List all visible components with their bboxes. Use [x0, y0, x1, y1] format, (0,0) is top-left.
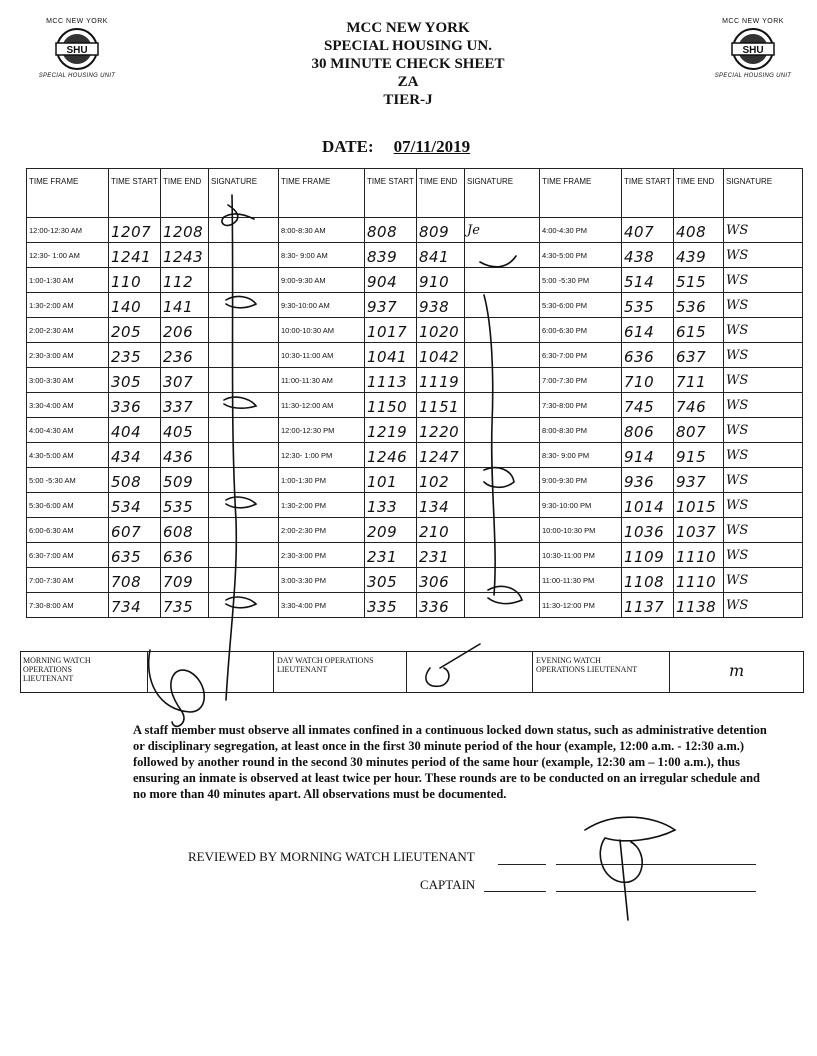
time-start-cell: 1150 — [365, 393, 417, 418]
time-frame-cell: 8:00-8:30 AM — [279, 218, 365, 243]
time-start-cell: 231 — [365, 543, 417, 568]
time-start-cell: 209 — [365, 518, 417, 543]
signature-cell — [209, 493, 279, 518]
time-end-cell: 210 — [417, 518, 465, 543]
signature-cell: WS — [724, 543, 803, 568]
time-frame-cell: 4:30-5:00 PM — [540, 243, 622, 268]
time-frame-cell: 4:00-4:30 PM — [540, 218, 622, 243]
time-start-cell: 1017 — [365, 318, 417, 343]
signature-cell: WS — [724, 518, 803, 543]
time-end-cell: 1208 — [161, 218, 209, 243]
signature-line — [556, 891, 756, 892]
time-frame-cell: 9:30-10:00 PM — [540, 493, 622, 518]
time-frame-cell: 6:00-6:30 AM — [27, 518, 109, 543]
table-row — [27, 418, 803, 443]
time-start-cell: 305 — [365, 568, 417, 593]
time-frame-cell: 10:00-10:30 PM — [540, 518, 622, 543]
table-row — [27, 443, 803, 468]
signature-cell — [209, 543, 279, 568]
time-frame-cell: 7:30-8:00 AM — [27, 593, 109, 618]
time-start-cell: 335 — [365, 593, 417, 618]
signature-cell: WS — [724, 343, 803, 368]
time-start-cell: 808 — [365, 218, 417, 243]
header-line-5: TIER-J — [383, 92, 433, 108]
signature-cell — [465, 393, 540, 418]
time-end-cell: 231 — [417, 543, 465, 568]
captain-signature — [585, 817, 675, 920]
time-start-cell: 534 — [109, 493, 161, 518]
table-row — [27, 318, 803, 343]
time-frame-cell: 1:30-2:00 PM — [279, 493, 365, 518]
time-start-cell: 438 — [622, 243, 674, 268]
time-frame-cell: 4:00-4:30 AM — [27, 418, 109, 443]
time-frame-cell: 2:00-2:30 PM — [279, 518, 365, 543]
reviewed-by-label: REVIEWED BY MORNING WATCH LIEUTENANT — [188, 849, 475, 864]
signature-cell — [209, 293, 279, 318]
time-end-cell: 1015 — [674, 493, 724, 518]
time-end-cell: 337 — [161, 393, 209, 418]
time-start-cell: 1041 — [365, 343, 417, 368]
time-end-cell: 536 — [674, 293, 724, 318]
time-frame-cell: 8:30- 9:00 AM — [279, 243, 365, 268]
time-frame-cell: 2:30-3:00 AM — [27, 343, 109, 368]
header-line-2: SPECIAL HOUSING UN. — [324, 38, 492, 54]
time-end-cell: 439 — [674, 243, 724, 268]
time-end-cell: 102 — [417, 468, 465, 493]
time-end-cell: 1037 — [674, 518, 724, 543]
time-start-cell: 133 — [365, 493, 417, 518]
time-frame-cell: 9:30-10:00 AM — [279, 293, 365, 318]
time-end-cell: 1119 — [417, 368, 465, 393]
time-end-cell: 1042 — [417, 343, 465, 368]
time-end-cell: 637 — [674, 343, 724, 368]
signature-cell — [465, 518, 540, 543]
time-start-cell: 1109 — [622, 543, 674, 568]
time-frame-cell: 4:30-5:00 AM — [27, 443, 109, 468]
time-frame-cell: 1:00-1:30 AM — [27, 268, 109, 293]
time-start-cell: 407 — [622, 218, 674, 243]
logo-bottom-text: SPECIAL HOUSING UNIT — [714, 73, 792, 79]
signature-cell — [465, 568, 540, 593]
signature-line — [484, 891, 546, 892]
time-frame-cell: 2:00-2:30 AM — [27, 318, 109, 343]
signature-cell — [465, 368, 540, 393]
signature-cell — [209, 268, 279, 293]
time-end-cell: 807 — [674, 418, 724, 443]
time-frame-cell: 6:30-7:00 PM — [540, 343, 622, 368]
signature-cell: WS — [724, 243, 803, 268]
time-start-cell: 937 — [365, 293, 417, 318]
time-start-cell: 434 — [109, 443, 161, 468]
signature-cell: WS — [724, 368, 803, 393]
time-frame-cell: 3:30-4:00 AM — [27, 393, 109, 418]
time-frame-cell: 10:30-11:00 AM — [279, 343, 365, 368]
time-end-cell: 709 — [161, 568, 209, 593]
column-header: TIME END — [161, 169, 209, 218]
table-row — [27, 218, 803, 243]
time-end-cell: 1138 — [674, 593, 724, 618]
signature-cell — [465, 493, 540, 518]
time-end-cell: 1110 — [674, 543, 724, 568]
time-frame-cell: 7:00-7:30 AM — [27, 568, 109, 593]
time-frame-cell: 5:00 -5:30 AM — [27, 468, 109, 493]
header-line-3: 30 MINUTE CHECK SHEET — [311, 56, 505, 72]
time-end-cell: 509 — [161, 468, 209, 493]
table-row — [27, 593, 803, 618]
signature-cell — [465, 293, 540, 318]
signature-cell: WS — [724, 593, 803, 618]
column-header: TIME FRAME — [279, 169, 365, 218]
time-start-cell: 1036 — [622, 518, 674, 543]
time-frame-cell: 6:00-6:30 PM — [540, 318, 622, 343]
table-row — [27, 468, 803, 493]
time-end-cell: 735 — [161, 593, 209, 618]
signature-cell: WS — [724, 468, 803, 493]
time-start-cell: 914 — [622, 443, 674, 468]
time-frame-cell: 3:00-3:30 PM — [279, 568, 365, 593]
time-end-cell: 134 — [417, 493, 465, 518]
time-start-cell: 205 — [109, 318, 161, 343]
signature-cell — [209, 568, 279, 593]
time-start-cell: 404 — [109, 418, 161, 443]
document-header — [258, 19, 558, 109]
signature-cell — [465, 418, 540, 443]
column-header: TIME START — [365, 169, 417, 218]
evening-watch-label: EVENING WATCH OPERATIONS LIEUTENANT — [536, 656, 638, 674]
time-frame-cell: 11:30-12:00 AM — [279, 393, 365, 418]
header-line-1: MCC NEW YORK — [346, 20, 470, 36]
logo-top-text: MCC NEW YORK — [722, 18, 784, 25]
time-start-cell: 1219 — [365, 418, 417, 443]
time-start-cell: 1113 — [365, 368, 417, 393]
signature-cell: WS — [724, 568, 803, 593]
time-frame-cell: 5:00 -5:30 PM — [540, 268, 622, 293]
time-end-cell: 1151 — [417, 393, 465, 418]
time-frame-cell: 11:00-11:30 AM — [279, 368, 365, 393]
time-frame-cell: 8:00-8:30 PM — [540, 418, 622, 443]
table-row — [27, 568, 803, 593]
time-end-cell: 915 — [674, 443, 724, 468]
table-row — [27, 268, 803, 293]
shu-logo-right — [698, 18, 808, 79]
time-frame-cell: 2:30-3:00 PM — [279, 543, 365, 568]
time-end-cell: 307 — [161, 368, 209, 393]
evening-initials: m — [729, 661, 745, 680]
column-header: TIME START — [109, 169, 161, 218]
signature-cell — [209, 218, 279, 243]
time-end-cell: 206 — [161, 318, 209, 343]
emblem-text: SHU — [742, 45, 764, 56]
time-frame-cell: 9:00-9:30 PM — [540, 468, 622, 493]
time-start-cell: 806 — [622, 418, 674, 443]
table-row — [27, 343, 803, 368]
time-start-cell: 235 — [109, 343, 161, 368]
time-start-cell: 745 — [622, 393, 674, 418]
time-end-cell: 608 — [161, 518, 209, 543]
time-frame-cell: 8:30- 9:00 PM — [540, 443, 622, 468]
time-start-cell: 1014 — [622, 493, 674, 518]
policy-notice: A staff member must observe all inmates confined in a continuous locked down status, such as administrative detention or disciplinary segregation, at least once in the first 30 minute period of the hour (example, 12:00 a.m. - 12:30 a.m.) followed by another round in the second 30 minutes period of the same hour (example, 12:30 am – 1:00 a.m.), thus ensuring an inmate is observed at least twice per hour. These rounds are to be conducted on an irregular schedule and no more than 40 minutes apart. All observations must be documented. — [133, 723, 767, 801]
shu-emblem-icon — [728, 27, 778, 71]
signature-cell — [465, 268, 540, 293]
time-start-cell: 305 — [109, 368, 161, 393]
table-row — [27, 293, 803, 318]
time-start-cell: 508 — [109, 468, 161, 493]
time-start-cell: 1207 — [109, 218, 161, 243]
time-frame-cell: 11:30-12:00 PM — [540, 593, 622, 618]
signature-cell — [465, 343, 540, 368]
signature-cell: WS — [724, 443, 803, 468]
signature-cell: WS — [724, 393, 803, 418]
time-end-cell: 405 — [161, 418, 209, 443]
time-end-cell: 841 — [417, 243, 465, 268]
signature-cell — [209, 518, 279, 543]
signature-cell — [209, 393, 279, 418]
time-end-cell: 141 — [161, 293, 209, 318]
time-end-cell: 236 — [161, 343, 209, 368]
time-end-cell: 408 — [674, 218, 724, 243]
signature-line — [498, 864, 546, 865]
time-start-cell: 734 — [109, 593, 161, 618]
shu-logo-left — [22, 18, 132, 79]
time-frame-cell: 9:00-9:30 AM — [279, 268, 365, 293]
time-start-cell: 535 — [622, 293, 674, 318]
time-start-cell: 101 — [365, 468, 417, 493]
time-start-cell: 607 — [109, 518, 161, 543]
time-end-cell: 910 — [417, 268, 465, 293]
time-start-cell: 936 — [622, 468, 674, 493]
time-start-cell: 614 — [622, 318, 674, 343]
check-sheet-table — [26, 168, 803, 618]
signature-cell: WS — [724, 218, 803, 243]
time-end-cell: 306 — [417, 568, 465, 593]
time-frame-cell: 12:00-12:30 PM — [279, 418, 365, 443]
time-end-cell: 615 — [674, 318, 724, 343]
signature-cell: Je — [465, 218, 540, 243]
table-row — [27, 368, 803, 393]
header-line-4: ZA — [397, 74, 419, 90]
logo-bottom-text: SPECIAL HOUSING UNIT — [38, 73, 116, 79]
time-start-cell: 839 — [365, 243, 417, 268]
table-row — [27, 543, 803, 568]
time-start-cell: 904 — [365, 268, 417, 293]
time-end-cell: 1247 — [417, 443, 465, 468]
time-frame-cell: 3:30-4:00 PM — [279, 593, 365, 618]
table-row — [27, 493, 803, 518]
time-start-cell: 1137 — [622, 593, 674, 618]
time-end-cell: 1020 — [417, 318, 465, 343]
morning-watch-label: MORNING WATCH OPERATIONS LIEUTENANT — [23, 656, 91, 683]
signature-cell — [465, 543, 540, 568]
time-start-cell: 635 — [109, 543, 161, 568]
signature-cell: WS — [724, 293, 803, 318]
signature-cell — [465, 443, 540, 468]
column-header: TIME START — [622, 169, 674, 218]
signature-cell: WS — [724, 493, 803, 518]
time-frame-cell: 5:30-6:00 PM — [540, 293, 622, 318]
signature-cell — [209, 443, 279, 468]
signature-cell: WS — [724, 418, 803, 443]
table-row — [27, 393, 803, 418]
table-header-row — [27, 169, 803, 218]
signature-cell — [209, 593, 279, 618]
time-frame-cell: 12:00-12:30 AM — [27, 218, 109, 243]
time-frame-cell: 12:30- 1:00 AM — [27, 243, 109, 268]
time-end-cell: 1110 — [674, 568, 724, 593]
time-end-cell: 336 — [417, 593, 465, 618]
column-header: SIGNATURE — [209, 169, 279, 218]
time-frame-cell: 1:30-2:00 AM — [27, 293, 109, 318]
table-row — [27, 518, 803, 543]
signature-cell: WS — [724, 318, 803, 343]
time-end-cell: 711 — [674, 368, 724, 393]
logo-top-text: MCC NEW YORK — [46, 18, 108, 25]
time-start-cell: 140 — [109, 293, 161, 318]
shu-emblem-icon — [52, 27, 102, 71]
column-header: TIME END — [674, 169, 724, 218]
time-end-cell: 436 — [161, 443, 209, 468]
signature-cell — [209, 418, 279, 443]
date-row — [322, 137, 480, 157]
column-header: TIME END — [417, 169, 465, 218]
time-frame-cell: 11:00-11:30 PM — [540, 568, 622, 593]
time-start-cell: 336 — [109, 393, 161, 418]
column-header: SIGNATURE — [724, 169, 803, 218]
time-end-cell: 809 — [417, 218, 465, 243]
time-start-cell: 1108 — [622, 568, 674, 593]
time-frame-cell: 10:00-10:30 AM — [279, 318, 365, 343]
time-end-cell: 535 — [161, 493, 209, 518]
time-end-cell: 938 — [417, 293, 465, 318]
time-end-cell: 112 — [161, 268, 209, 293]
time-start-cell: 1246 — [365, 443, 417, 468]
time-frame-cell: 12:30- 1:00 PM — [279, 443, 365, 468]
time-frame-cell: 6:30-7:00 AM — [27, 543, 109, 568]
signature-cell — [209, 343, 279, 368]
time-frame-cell: 5:30-6:00 AM — [27, 493, 109, 518]
time-end-cell: 1243 — [161, 243, 209, 268]
date-label: DATE: — [322, 137, 374, 156]
column-header: TIME FRAME — [540, 169, 622, 218]
time-end-cell: 746 — [674, 393, 724, 418]
day-watch-label: DAY WATCH OPERATIONS LIEUTENANT — [277, 656, 374, 674]
signature-cell — [209, 368, 279, 393]
signature-cell — [465, 243, 540, 268]
time-start-cell: 710 — [622, 368, 674, 393]
table-row — [27, 243, 803, 268]
time-frame-cell: 10:30-11:00 PM — [540, 543, 622, 568]
captain-label: CAPTAIN — [420, 877, 476, 892]
time-start-cell: 514 — [622, 268, 674, 293]
signature-cell — [465, 593, 540, 618]
time-end-cell: 515 — [674, 268, 724, 293]
time-end-cell: 937 — [674, 468, 724, 493]
time-frame-cell: 7:00-7:30 PM — [540, 368, 622, 393]
signature-cell — [465, 468, 540, 493]
emblem-text: SHU — [66, 45, 88, 56]
time-start-cell: 110 — [109, 268, 161, 293]
column-header: SIGNATURE — [465, 169, 540, 218]
signature-line — [556, 864, 756, 865]
time-start-cell: 1241 — [109, 243, 161, 268]
signature-cell — [209, 243, 279, 268]
time-start-cell: 636 — [622, 343, 674, 368]
signature-cell: WS — [724, 268, 803, 293]
time-frame-cell: 1:00-1:30 PM — [279, 468, 365, 493]
signature-cell — [465, 318, 540, 343]
time-end-cell: 1220 — [417, 418, 465, 443]
time-start-cell: 708 — [109, 568, 161, 593]
signature-cell — [209, 318, 279, 343]
watch-lieutenant-row — [20, 651, 804, 693]
date-value: 07/11/2019 — [393, 137, 471, 156]
time-frame-cell: 7:30-8:00 PM — [540, 393, 622, 418]
column-header: TIME FRAME — [27, 169, 109, 218]
signature-cell — [209, 468, 279, 493]
time-frame-cell: 3:00-3:30 AM — [27, 368, 109, 393]
time-end-cell: 636 — [161, 543, 209, 568]
